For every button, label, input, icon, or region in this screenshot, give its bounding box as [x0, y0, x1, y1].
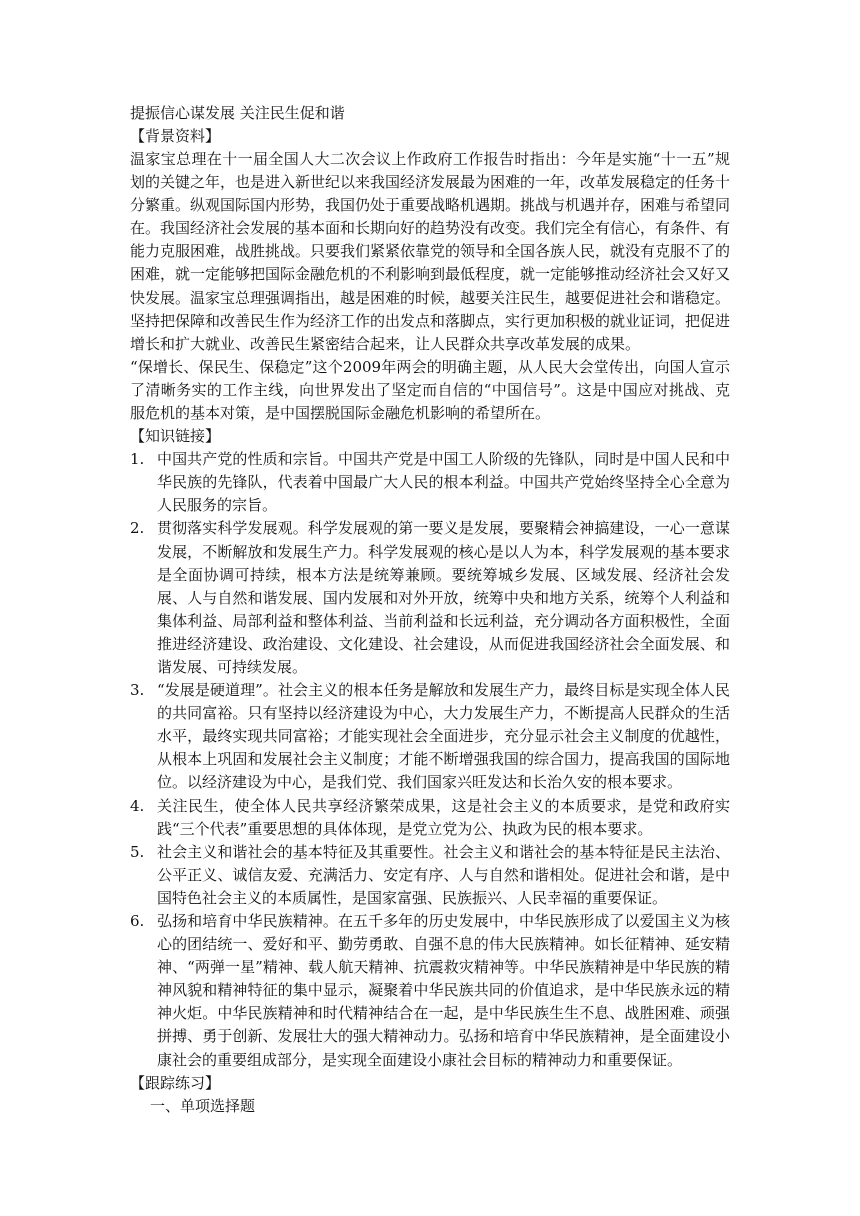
- practice-subheading: 一、单项选择题: [150, 1096, 256, 1115]
- list-item: [130, 679, 730, 794]
- list-item-number: 6.: [130, 912, 145, 930]
- list-item-text: 中国共产党的性质和宗旨。中国共产党是中国工人阶级的先锋队，同时是中国人民和中华民族的先锋队，代表着中国最广大人民的根本利益。中国共产党始终坚持全心全意为人民服务的宗旨。: [157, 450, 730, 515]
- background-paragraph-2: “保增长、保民生、保稳定”这个2009年两会的明确主题，从人民大会堂传出，向国人宣示了清晰务实的工作主线，向世界发出了坚定而自信的“中国信号”。这是中国应对挑战、克服危机的基本对策，是中国摆脱国际金融危机影响的希望所在。: [130, 357, 730, 423]
- list-item: [130, 910, 730, 1072]
- knowledge-list: [130, 448, 730, 1072]
- knowledge-heading: 【知识链接】: [130, 427, 221, 446]
- list-item: [130, 448, 730, 517]
- list-item-number: 5.: [130, 842, 145, 861]
- list-item: [130, 841, 730, 910]
- list-item-number: 2.: [130, 519, 145, 538]
- list-item: [130, 795, 730, 841]
- list-item-number: 3.: [130, 681, 145, 700]
- list-item-text: “发展是硬道理”。社会主义的根本任务是解放和发展生产力，最终目标是实现全体人民的共同富裕。只有坚持以经济建设为中心，大力发展生产力，不断提高人民群众的生活水平，最终实现共同富裕；才能实现社会全面进步，充分显示社会主义制度的优越性，从根本上巩固和发展社会主义制度；才能不断增强我国的综合国力，提高我国的国际地位。以经济建设为中心，是我们党、我们国家兴旺发达和长治久安的根本要求。: [157, 681, 730, 792]
- practice-heading: 【跟踪练习】: [130, 1073, 221, 1092]
- document-title: 提振信心谋发展 关注民生促和谐: [130, 104, 345, 122]
- list-item-text: 社会主义和谐社会的基本特征及其重要性。社会主义和谐社会的基本特征是民主法治、公平正义、诚信友爱、充满活力、安定有序、人与自然和谐相处。促进社会和谐，是中国特色社会主义的本质属性，是国家富强、民族振兴、人民幸福的重要保证。: [157, 842, 730, 907]
- list-item-number: 4.: [130, 796, 145, 815]
- background-heading: 【背景资料】: [130, 127, 221, 145]
- background-paragraph-1: 温家宝总理在十一届全国人大二次会议上作政府工作报告时指出：今年是实施“十一五”规划的关键之年，也是进入新世纪以来我国经济发展最为困难的一年，改革发展稳定的任务十分繁重。纵观国际国内形势，我国仍处于重要战略机遇期。挑战与机遇并存，困难与希望同在。我国经济社会发展的基本面和长期向好的趋势没有改变。我们完全有信心，有条件、有能力克服困难，战胜挑战。只要我们紧紧依靠党的领导和全国各族人民，就没有克服不了的困难，就一定能够把国际金融危机的不利影响到最低程度，就一定能够推动经济社会又好又快发展。温家宝总理强调指出，越是困难的时候，越要关注民生，越要促进社会和谐稳定。坚持把保障和改善民生作为经济工作的出发点和落脚点，实行更加积极的就业证词，把促进增长和扩大就业、改善民生紧密结合起来，让人民群众共享改革发展的成果。: [130, 150, 731, 353]
- list-item-number: 1.: [130, 450, 145, 469]
- list-item-text: 弘扬和培育中华民族精神。在五千多年的历史发展中，中华民族形成了以爱国主义为核心的团结统一、爱好和平、勤劳勇敢、自强不息的伟大民族精神。如长征精神、延安精神、“两弹一星”精神、载人航天精神、抗震救灾精神等。中华民族精神是中华民族的精神风貌和精神特征的集中显示，凝聚着中华民族共同的价值追求，是中华民族永远的精神火炬。中华民族精神和时代精神结合在一起，是中华民族生生不息、战胜困难、顽强拼搏、勇于创新、发展壮大的强大精神动力。弘扬和培育中华民族精神，是全面建设小康社会的重要组成部分，是实现全面建设小康社会目标的精神动力和重要保证。: [157, 912, 730, 1069]
- document-page: [130, 102, 730, 1118]
- list-item-text: 关注民生，使全体人民共享经济繁荣成果，这是社会主义的本质要求，是党和政府实践“三个代表”重要思想的具体体现，是党立党为公、执政为民的根本要求。: [157, 796, 730, 838]
- list-item: [130, 517, 730, 679]
- list-item-text: 贯彻落实科学发展观。科学发展观的第一要义是发展，要聚精会神搞建设，一心一意谋发展，不断解放和发展生产力。科学发展观的核心是以人为本，科学发展观的基本要求是全面协调可持续，根本方法是统筹兼顾。要统筹城乡发展、区域发展、经济社会发展、人与自然和谐发展、国内发展和对外开放，统筹中央和地方关系，统筹个人利益和集体利益、局部利益和整体利益、当前利益和长远利益，充分调动各方面积极性，全面推进经济建设、政治建设、文化建设、社会建设，从而促进我国经济社会全面发展、和谐发展、可持续发展。: [157, 519, 730, 676]
